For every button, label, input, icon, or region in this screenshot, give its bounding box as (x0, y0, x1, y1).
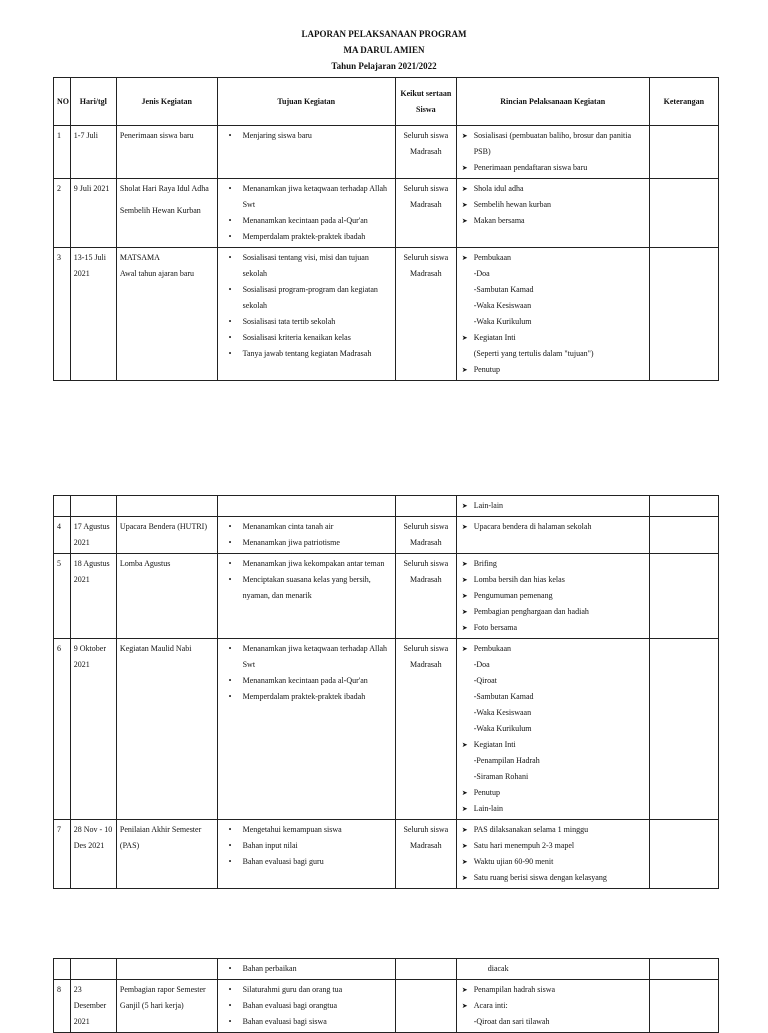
cell-hari: 9 Juli 2021 (70, 179, 116, 248)
table-row (54, 980, 719, 1033)
jenis-text: Upacara Bendera (HUTRI) (119, 522, 207, 531)
rincian-item: -Waka Kurikulum (473, 724, 532, 733)
rincian-item: ➤ Upacara bendera di halaman sekolah (460, 519, 646, 535)
cell-hari: 18 Agustus 2021 (70, 554, 116, 639)
rincian-item: ➤ Pengumuman pemenang (460, 588, 646, 604)
school-name: MA DARUL AMIEN (343, 45, 425, 55)
cell-tujuan (217, 126, 395, 179)
jenis-text: Lomba Agustus (119, 559, 171, 568)
cell-hari: 23 Desember 2021 (70, 980, 116, 1033)
rincian-item: ➤ Pembukaan (460, 641, 646, 657)
rincian-item: ➤ Makan bersama (460, 213, 646, 229)
rincian-item: ➤ Lain-lain (460, 498, 646, 514)
cell-rincian (456, 554, 649, 639)
tujuan-list (221, 641, 392, 705)
rincian-list (460, 250, 646, 378)
cell-tujuan (217, 820, 395, 889)
cell-keterangan (649, 980, 718, 1033)
cell-jenis (116, 248, 217, 381)
rincian-item: ➤ Shola idul adha (460, 181, 646, 197)
jenis-text: Penerimaan siswa baru (119, 131, 194, 140)
tujuan-list (221, 982, 392, 1030)
rincian-item: ➤ Pembukaan (460, 250, 646, 266)
cell-hari: 17 Agustus 2021 (70, 517, 116, 554)
academic-year: Tahun Pelajaran 2021/2022 (331, 61, 437, 71)
rincian-item: -Siraman Rohani (473, 772, 529, 781)
table-row (54, 554, 719, 639)
cell-rincian (456, 980, 649, 1033)
col-keikut: Keikut sertaan Siswa (395, 78, 456, 126)
rincian-item: ➤ PAS dilaksanakan selama 1 minggu (460, 822, 646, 838)
tujuan-item: • Menanamkan jiwa patriotisme (221, 535, 392, 551)
table-row (54, 517, 719, 554)
cell-hari: 28 Nov - 10 Des 2021 (70, 820, 116, 889)
tujuan-item: • Menanamkan kecintaan pada al-Qur'an (221, 213, 392, 229)
jenis-text-secondary: Awal tahun ajaran baru (119, 269, 195, 278)
table-body-1 (54, 126, 719, 381)
rincian-item: -Penampilan Hadrah (473, 756, 540, 765)
tujuan-list (221, 822, 392, 870)
rincian-list (460, 641, 646, 817)
jenis-text: Pembagian rapor Semester Ganjil (5 hari kerja) (119, 985, 206, 1010)
cell-keikutsertaan: Seluruh siswa Madrasah (395, 126, 456, 179)
rincian-list (460, 519, 646, 535)
tujuan-item: • Sosialisasi tata tertib sekolah (221, 314, 392, 330)
tujuan-item: • Memperdalam praktek-praktek ibadah (221, 229, 392, 245)
col-tujuan: Tujuan Kegiatan (217, 78, 395, 126)
rincian-item: diacak (487, 964, 509, 973)
cell-jenis (116, 517, 217, 554)
table-row (54, 639, 719, 820)
rincian-item: -Sambutan Kamad (473, 692, 534, 701)
tujuan-item: • Bahan evaluasi bagi siswa (221, 1014, 392, 1030)
cell-jenis (116, 554, 217, 639)
cell-tujuan (217, 517, 395, 554)
rincian-item: ➤ Penampilan hadrah siswa (460, 982, 646, 998)
cell-no: 5 (54, 554, 71, 639)
tujuan-item: • Silaturahmi guru dan orang tua (221, 982, 392, 998)
rincian-item: -Qiroat dan sari tilawah (473, 1017, 550, 1026)
cell-tujuan (217, 554, 395, 639)
cell-keikutsertaan: Seluruh siswa Madrasah (395, 248, 456, 381)
jenis-text: Sholat Hari Raya Idul Adha (119, 184, 209, 193)
cell-no: 6 (54, 639, 71, 820)
rincian-list (460, 822, 646, 886)
cell-keterangan (649, 517, 718, 554)
tujuan-item: • Menanamkan jiwa ketaqwaan terhadap Allah Swt (221, 181, 392, 213)
cell-hari: 13-15 Juli 2021 (70, 248, 116, 381)
rincian-item: ➤ Sembelih hewan kurban (460, 197, 646, 213)
col-jenis: Jenis Kegiatan (116, 78, 217, 126)
jenis-text: MATSAMA (119, 253, 160, 262)
cell-tujuan (217, 179, 395, 248)
tujuan-item: • Menjaring siswa baru (221, 128, 392, 144)
cell-rincian (456, 517, 649, 554)
rincian-item: ➤ Satu ruang berisi siswa dengan kelasyang (460, 870, 646, 886)
program-table-part3 (53, 958, 719, 1033)
tujuan-item: • Menanamkan kecintaan pada al-Qur'an (221, 673, 392, 689)
rincian-item: ➤ Satu hari menempuh 2-3 mapel (460, 838, 646, 854)
table-row (54, 248, 719, 381)
cell-no: 8 (54, 980, 71, 1033)
jenis-text-secondary: Sembelih Hewan Kurban (119, 206, 201, 215)
tujuan-item: • Bahan evaluasi bagi orangtua (221, 998, 392, 1014)
cell-no: 7 (54, 820, 71, 889)
rincian-item: ➤ Kegiatan Inti (460, 737, 646, 753)
rincian-item: ➤ Lain-lain (460, 801, 646, 817)
rincian-item: ➤ Brifing (460, 556, 646, 572)
tujuan-item: • Sosialisasi tentang visi, misi dan tujuan sekolah (221, 250, 392, 282)
cell-keterangan (649, 179, 718, 248)
tujuan-item: • Sosialisasi kriteria kenaikan kelas (221, 330, 392, 346)
table-row (54, 126, 719, 179)
cell-keterangan (649, 248, 718, 381)
tujuan-item: • Sosialisasi program-program dan kegiatan sekolah (221, 282, 392, 314)
table-row-continued (54, 959, 719, 980)
rincian-item: -Sambutan Kamad (473, 285, 534, 294)
cell-rincian (456, 248, 649, 381)
rincian-item: ➤ Penutup (460, 362, 646, 378)
col-hari: Hari/tgl (70, 78, 116, 126)
rincian-item: -Doa (473, 269, 490, 278)
rincian-item: ➤ Kegiatan Inti (460, 330, 646, 346)
rincian-list (460, 181, 646, 229)
cell-rincian (456, 179, 649, 248)
tujuan-item: • Menanamkan cinta tanah air (221, 519, 392, 535)
jenis-text: Kegiatan Maulid Nabi (119, 644, 192, 653)
tujuan-item: • Bahan perbaikan (221, 961, 392, 977)
rincian-item: -Waka Kurikulum (473, 317, 532, 326)
rincian-item: ➤ Penerimaan pendaftaran siswa baru (460, 160, 646, 176)
table-row-continued (54, 496, 719, 517)
cell-jenis (116, 820, 217, 889)
rincian-item: ➤ Foto bersama (460, 620, 646, 636)
cell-hari: 1-7 Juli (70, 126, 116, 179)
cell-keikutsertaan: Seluruh siswa Madrasah (395, 554, 456, 639)
tujuan-list (221, 128, 392, 144)
rincian-item: -Waka Kesiswaan (473, 301, 532, 310)
program-table-part1 (53, 77, 719, 381)
cell-keikutsertaan: Seluruh siswa Madrasah (395, 820, 456, 889)
cell-keterangan (649, 639, 718, 820)
cell-keterangan (649, 820, 718, 889)
cell-keterangan (649, 126, 718, 179)
cell-keikutsertaan (395, 980, 456, 1033)
cell-keikutsertaan: Seluruh siswa Madrasah (395, 639, 456, 820)
rincian-item: ➤ Sosialisasi (pembuatan baliho, brosur dan panitia PSB) (460, 128, 646, 160)
tujuan-list (221, 181, 392, 245)
tujuan-item: • Mengetahui kemampuan siswa (221, 822, 392, 838)
cell-jenis (116, 639, 217, 820)
cell-rincian (456, 639, 649, 820)
cell-no: 2 (54, 179, 71, 248)
cell-tujuan (217, 980, 395, 1033)
tujuan-item: • Bahan evaluasi bagi guru (221, 854, 392, 870)
cell-no: 1 (54, 126, 71, 179)
rincian-list (460, 128, 646, 176)
cell-rincian (456, 126, 649, 179)
tujuan-item: • Menanamkan jiwa kekompakan antar teman (221, 556, 392, 572)
rincian-item: -Waka Kesiswaan (473, 708, 532, 717)
rincian-item: ➤ Waktu ujian 60-90 menit (460, 854, 646, 870)
cell-no: 4 (54, 517, 71, 554)
tujuan-item: • Tanya jawab tentang kegiatan Madrasah (221, 346, 392, 362)
rincian-item: ➤ Pembagian penghargaan dan hadiah (460, 604, 646, 620)
cell-jenis (116, 126, 217, 179)
cell-keikutsertaan: Seluruh siswa Madrasah (395, 179, 456, 248)
cell-hari: 9 Oktober 2021 (70, 639, 116, 820)
tujuan-item: • Bahan input nilai (221, 838, 392, 854)
tujuan-list (221, 250, 392, 362)
cell-rincian (456, 820, 649, 889)
cell-jenis (116, 980, 217, 1033)
rincian-list (460, 556, 646, 636)
rincian-item: -Doa (473, 660, 490, 669)
table-row (54, 179, 719, 248)
col-keterangan: Keterangan (649, 78, 718, 126)
cell-jenis (116, 179, 217, 248)
table-body-3 (54, 959, 719, 1033)
tujuan-list (221, 556, 392, 604)
cell-tujuan (217, 639, 395, 820)
cell-keterangan (649, 554, 718, 639)
rincian-item: ➤ Acara inti: (460, 998, 646, 1014)
tujuan-item: • Menciptakan suasana kelas yang bersih, nyaman, dan menarik (221, 572, 392, 604)
rincian-item: ➤ Lomba bersih dan hias kelas (460, 572, 646, 588)
col-no: NO (54, 78, 71, 126)
tujuan-item: • Memperdalam praktek-praktek ibadah (221, 689, 392, 705)
tujuan-item: • Menanamkan jiwa ketaqwaan terhadap Allah Swt (221, 641, 392, 673)
tujuan-list (221, 519, 392, 551)
rincian-item: -Qiroat (473, 676, 497, 685)
rincian-item: (Seperti yang tertulis dalam "tujuan") (473, 349, 594, 358)
cell-no: 3 (54, 248, 71, 381)
table-row (54, 820, 719, 889)
program-table-part2 (53, 495, 719, 889)
report-title: LAPORAN PELAKSANAAN PROGRAM (301, 29, 467, 39)
col-rincian: Rincian Pelaksanaan Kegiatan (456, 78, 649, 126)
jenis-text: Penilaian Akhir Semester (PAS) (119, 825, 202, 850)
cell-tujuan (217, 248, 395, 381)
cell-keikutsertaan: Seluruh siswa Madrasah (395, 517, 456, 554)
rincian-item: ➤ Penutup (460, 785, 646, 801)
table-body-2 (54, 496, 719, 889)
rincian-list (460, 982, 646, 1030)
